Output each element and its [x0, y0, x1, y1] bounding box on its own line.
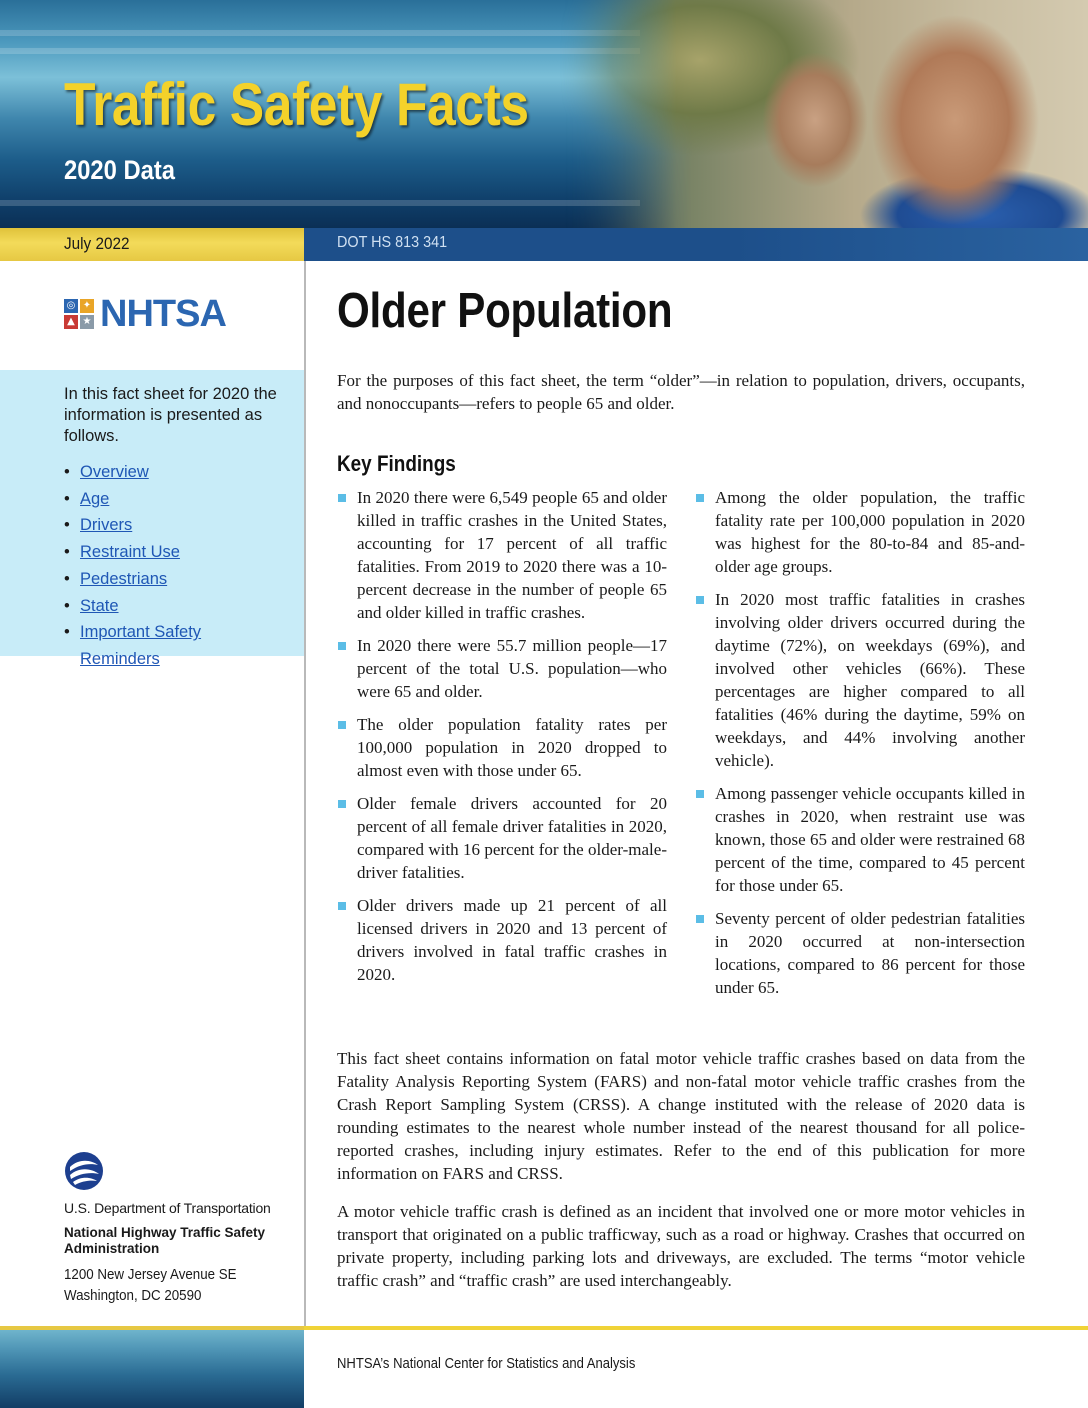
square-bullet-icon — [696, 915, 704, 923]
finding-text: Among the older population, the traffic fatality rate per 100,000 population in 2020 was highest for the 80-to-84 and 85-and-older age groups. — [715, 488, 1025, 576]
bullet-icon: • — [64, 569, 70, 588]
square-bullet-icon — [696, 596, 704, 604]
bullet-icon: • — [64, 623, 70, 642]
contents-item-pedestrians — [64, 566, 284, 593]
finding-text: The older population fatality rates per 100,000 population in 2020 dropped to almost even with those under 65. — [357, 715, 667, 780]
street-address — [64, 1265, 281, 1307]
finding-item — [337, 713, 667, 782]
link-age[interactable]: Age — [80, 489, 110, 508]
footer-text: NHTSA’s National Center for Statistics and Analysis — [337, 1356, 636, 1372]
finding-item — [695, 588, 1025, 772]
footer-rule — [304, 1326, 1088, 1330]
finding-item — [695, 486, 1025, 578]
contents-item-state — [64, 593, 284, 620]
finding-item — [337, 792, 667, 884]
contents-item-overview — [64, 459, 284, 486]
contents-list — [64, 459, 284, 673]
nhtsa-logo-text: NHTSA — [100, 292, 226, 335]
nhtsa-logo-mark — [64, 299, 94, 329]
finding-text: In 2020 most traffic fatalities in crashes involving older drivers occurred during the daytime (72%), on weekdays (69%), and involved other vehicles (66%). These percentages are higher compared to all fatalities (46% during the daytime, 59% on weekdays, and 44% involving another vehicle). — [715, 590, 1025, 770]
agency-name — [64, 1225, 300, 1257]
link-drivers[interactable]: Drivers — [80, 516, 133, 535]
finding-text: In 2020 there were 6,549 people 65 and older killed in traffic crashes in the United States, accounting for 17 percent of all traffic fatalities. From 2019 to 2020 there was a 10-percent decrease in the number of people 65 and older killed in traffic crashes. — [357, 488, 667, 622]
crash-definition-paragraph: A motor vehicle traffic crash is defined as an incident that involved one or more motor vehicles in transport that originated on a public trafficway, such as a road or highway. Crashes that occurred on private property, including parking lots and driveways, are excluded. The terms “motor vehicle traffic crash” and “traffic crash” are used interchangeably. — [337, 1202, 1025, 1290]
star-icon: ★ — [80, 315, 94, 329]
banner-stripe — [0, 200, 640, 206]
findings-column-right — [695, 486, 1025, 1009]
header-banner — [0, 0, 1088, 228]
report-number: DOT HS 813 341 — [337, 234, 448, 251]
square-bullet-icon — [338, 642, 346, 650]
agency-address — [64, 1200, 300, 1307]
bullet-icon: • — [64, 543, 70, 562]
contents-intro: In this fact sheet for 2020 the information is presented as follows. — [64, 385, 277, 445]
contents-item-age — [64, 486, 284, 513]
city-line: Washington, DC 20590 — [64, 1288, 202, 1304]
finding-text: In 2020 there were 55.7 million people—17 percent of the total U.S. population—who were 65 and older. — [357, 636, 667, 701]
finding-text: Among passenger vehicle occupants killed in crashes in 2020, when restraint use was known, those 65 and older were restrained 68 percent of the time, compared to 45 percent for those under 65. — [715, 784, 1025, 895]
contents-item-safety-reminders — [64, 619, 284, 672]
finding-text: Older female drivers accounted for 20 percent of all female driver fatalities in 2020, compared with 16 percent for the older-male-driver fatalities. — [357, 794, 667, 882]
finding-item — [337, 486, 667, 624]
bullet-icon: • — [64, 463, 70, 481]
pedestrian-icon: ✦ — [80, 299, 94, 313]
bullet-icon: • — [64, 516, 70, 535]
square-bullet-icon — [338, 800, 346, 808]
finding-item — [337, 894, 667, 986]
square-bullet-icon — [338, 902, 346, 910]
link-pedestrians[interactable]: Pedestrians — [80, 569, 168, 588]
footer-band — [0, 1326, 304, 1408]
square-bullet-icon — [338, 721, 346, 729]
publication-subtitle: 2020 Data — [64, 155, 175, 185]
key-findings-heading: Key Findings — [337, 451, 456, 476]
agency-name-line2: Administration — [64, 1241, 160, 1256]
finding-item — [695, 907, 1025, 999]
department-name: U.S. Department of Transportation — [64, 1200, 271, 1216]
publication-title: Traffic Safety Facts — [64, 71, 529, 138]
contents-item-drivers — [64, 512, 284, 539]
contents-panel — [0, 370, 304, 668]
usdot-logo-icon — [64, 1151, 104, 1191]
link-overview[interactable]: Overview — [80, 463, 149, 481]
link-safety-reminders[interactable]: Important Safety Reminders — [80, 623, 202, 668]
data-sources-paragraph: This fact sheet contains information on fatal motor vehicle traffic crashes based on data from the Fatality Analysis Reporting System (FARS) and non-fatal motor vehicle traffic crashes from the Crash Report Sampling System (CRSS). A change instituted with the release of 2020 data is rounding estimates to the nearest whole number instead of the nearest thousand for all police-reported crashes, including injury estimates. Refer to the end of this publication for more information on FARS and CRSS. — [337, 1049, 1025, 1183]
agency-name-line1: National Highway Traffic Safety — [64, 1225, 266, 1240]
header-photo — [560, 0, 1088, 228]
square-bullet-icon — [696, 790, 704, 798]
square-bullet-icon — [338, 494, 346, 502]
purpose-paragraph: For the purposes of this fact sheet, the term “older”—in relation to population, drivers, occupants, and nonoccupants—refers to people 65 and older. — [337, 371, 1025, 413]
nhtsa-logo — [64, 292, 226, 335]
street-line: 1200 New Jersey Avenue SE — [64, 1267, 237, 1283]
finding-item — [695, 782, 1025, 897]
bullet-icon: • — [64, 489, 70, 508]
link-restraint-use[interactable]: Restraint Use — [80, 543, 180, 562]
finding-text: Older drivers made up 21 percent of all licensed drivers in 2020 and 13 percent of drivers involved in fatal traffic crashes in 2020. — [357, 896, 667, 984]
bullet-icon: • — [64, 596, 70, 615]
banner-stripe — [0, 48, 640, 54]
date-bar-left — [0, 228, 304, 261]
alert-icon: ▲ — [64, 315, 78, 329]
finding-text: Seventy percent of older pedestrian fatalities in 2020 occurred at non-intersection locations, compared to 86 percent for those under 65. — [715, 909, 1025, 997]
banner-stripe — [0, 30, 640, 36]
link-state[interactable]: State — [80, 596, 119, 615]
page-title: Older Population — [337, 284, 673, 338]
findings-column-left — [337, 486, 667, 996]
finding-item — [337, 634, 667, 703]
square-bullet-icon — [696, 494, 704, 502]
sidebar-divider — [304, 261, 306, 1326]
date-bar — [0, 228, 1088, 261]
contents-item-restraint-use — [64, 539, 284, 566]
publication-date: July 2022 — [64, 234, 130, 253]
steering-wheel-icon: ◎ — [64, 299, 78, 313]
